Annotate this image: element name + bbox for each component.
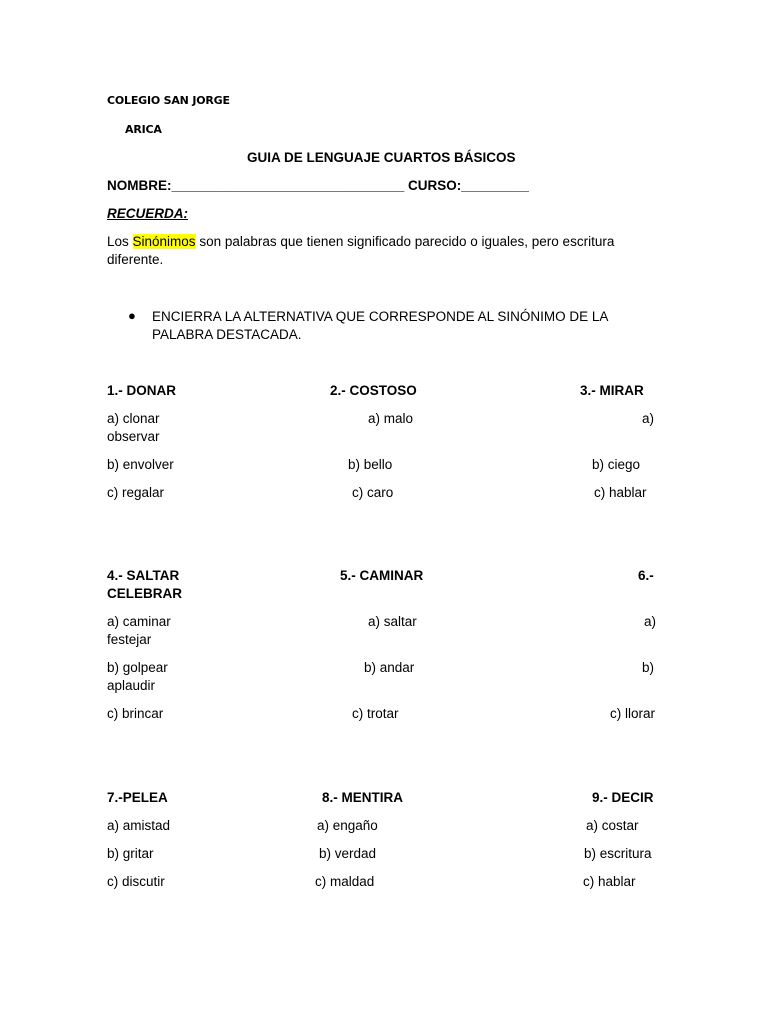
q5-option-a[interactable]: a) saltar — [368, 614, 417, 629]
name-label: NOMBRE: — [107, 178, 172, 193]
q8-option-b[interactable]: b) verdad — [319, 846, 377, 861]
q7-option-c[interactable]: c) discutir — [107, 874, 165, 889]
q6-option-c[interactable]: c) llorar — [610, 706, 656, 721]
q1-option-b[interactable]: b) envolver — [107, 457, 174, 472]
q9-option-a[interactable]: a) costar — [586, 818, 639, 833]
q9-option-c[interactable]: c) hablar — [583, 874, 636, 889]
q9-option-b[interactable]: b) escritura — [584, 846, 652, 861]
q6-option-b[interactable]: b) — [642, 660, 655, 675]
question-6-title: 6.- — [638, 568, 654, 583]
page-title: GUIA DE LENGUAJE CUARTOS BÁSICOS — [247, 150, 516, 165]
q3-option-a-wrap[interactable]: observar — [107, 429, 160, 444]
q4-option-b[interactable]: b) golpear — [107, 660, 168, 675]
q5-option-b[interactable]: b) andar — [364, 660, 415, 675]
q2-option-a[interactable]: a) malo — [368, 411, 414, 426]
reminder-heading: RECUERDA: — [107, 206, 188, 221]
question-2-title: 2.- COSTOSO — [330, 383, 417, 398]
course-blank: _________ — [461, 178, 529, 193]
q1-option-c[interactable]: c) regalar — [107, 485, 165, 500]
q6-option-a[interactable]: a) — [644, 614, 657, 629]
q8-option-c[interactable]: c) maldad — [315, 874, 375, 889]
course-label: CURSO: — [408, 178, 462, 193]
name-course-line — [107, 178, 529, 193]
school-city: ARICA — [125, 123, 162, 136]
q3-option-a[interactable]: a) — [642, 411, 655, 426]
reminder-paragraph: Los Sinónimos son palabras que tienen significado parecido o iguales, pero escritura diferente. — [107, 234, 615, 267]
question-1-title: 1.- DONAR — [107, 383, 177, 398]
q5-option-c[interactable]: c) trotar — [352, 706, 399, 721]
question-5-title: 5.- CAMINAR — [340, 568, 424, 583]
question-7-title: 7.-PELEA — [107, 790, 168, 805]
q7-option-b[interactable]: b) gritar — [107, 846, 154, 861]
highlighted-term: Sinónimos — [132, 234, 196, 249]
instruction: ENCIERRA LA ALTERNATIVA QUE CORRESPONDE AL SINÓNIMO DE LA PALABRA DESTACADA. — [152, 309, 609, 342]
q1-option-a[interactable]: a) clonar — [107, 411, 160, 426]
q6-option-b-wrap[interactable]: aplaudir — [107, 678, 156, 693]
q2-option-c[interactable]: c) caro — [352, 485, 394, 500]
bullet-icon: ● — [128, 308, 136, 323]
q4-option-c[interactable]: c) brincar — [107, 706, 164, 721]
q2-option-b[interactable]: b) bello — [348, 457, 393, 472]
question-4-title: 4.- SALTAR — [107, 568, 180, 583]
q3-option-b[interactable]: b) ciego — [592, 457, 641, 472]
question-8-title: 8.- MENTIRA — [322, 790, 403, 805]
q8-option-a[interactable]: a) engaño — [317, 818, 378, 833]
q3-option-c[interactable]: c) hablar — [594, 485, 647, 500]
q4-option-a[interactable]: a) caminar — [107, 614, 171, 629]
name-blank: _______________________________ — [171, 178, 405, 193]
school-name: COLEGIO SAN JORGE — [107, 94, 230, 107]
question-6-title-wrap: CELEBRAR — [107, 586, 183, 601]
question-9-title: 9.- DECIR — [592, 790, 654, 805]
q7-option-a[interactable]: a) amistad — [107, 818, 171, 833]
q6-option-a-wrap[interactable]: festejar — [107, 632, 152, 647]
question-3-title: 3.- MIRAR — [580, 383, 644, 398]
